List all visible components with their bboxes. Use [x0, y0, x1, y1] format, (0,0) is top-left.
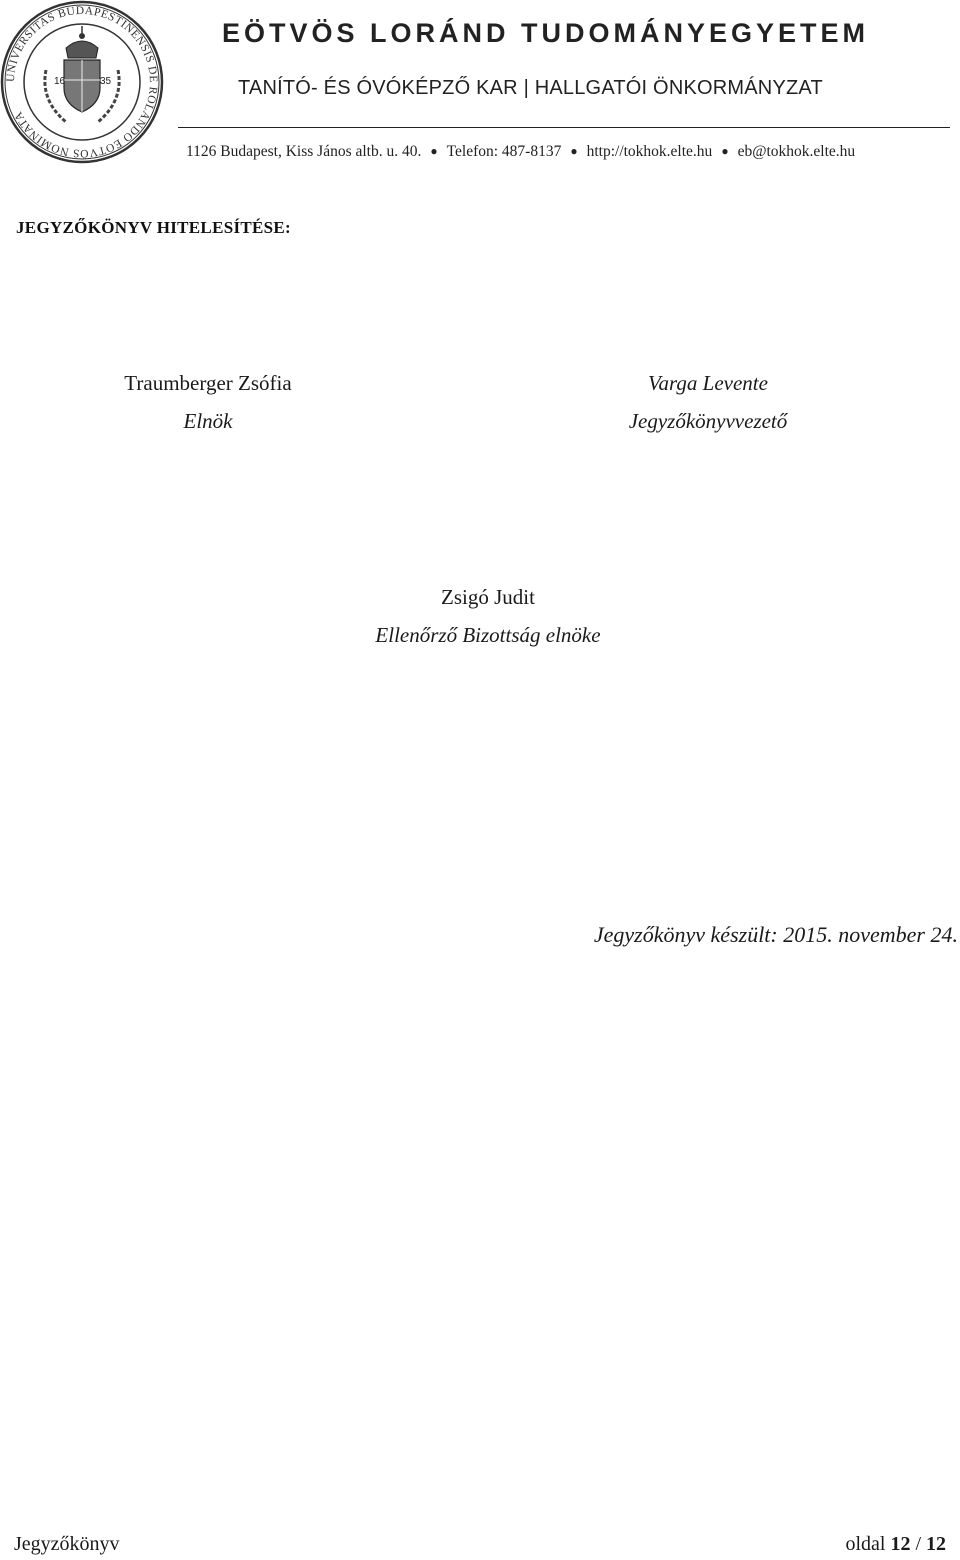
page-heading: JEGYZŐKÖNYV HITELESÍTÉSE:	[16, 218, 292, 237]
signatory-role: Ellenőrző Bizottság elnöke	[375, 623, 601, 647]
bullet-icon: ●	[570, 144, 578, 158]
footer-title: Jegyzőkönyv	[14, 1533, 120, 1555]
contact-email-link[interactable]: eb@tokhok.elte.hu	[737, 143, 856, 160]
contact-line	[186, 143, 855, 161]
page-separator: /	[915, 1533, 921, 1555]
page-current: 12	[890, 1533, 911, 1555]
signatory-role: Jegyzőkönyvvezető	[628, 409, 788, 433]
contact-web-link[interactable]: http://tokhok.elte.hu	[586, 143, 713, 160]
signatory-block	[60, 364, 356, 440]
signatory-name: Traumberger Zsófia	[124, 371, 292, 395]
header-divider	[178, 127, 950, 128]
faculty-name: TANÍTÓ- ÉS ÓVÓKÉPZŐ KAR | HALLGATÓI ÖNKORMÁNYZAT	[238, 77, 823, 99]
contact-address: 1126 Budapest, Kiss János altb. u. 40.	[186, 143, 422, 160]
university-name: EÖTVÖS LORÁND TUDOMÁNYEGYETEM	[222, 18, 870, 48]
page-prefix: oldal	[845, 1533, 886, 1555]
page-number	[845, 1533, 946, 1556]
seal-year-right: 35	[100, 76, 112, 87]
university-seal-icon	[0, 0, 164, 164]
bullet-icon: ●	[721, 144, 729, 158]
contact-phone: Telefon: 487-8137	[446, 143, 562, 160]
bullet-icon: ●	[430, 144, 438, 158]
signatory-block	[290, 578, 686, 654]
seal-year-left: 16	[54, 76, 66, 87]
signatory-role: Elnök	[183, 409, 233, 433]
page-total: 12	[926, 1533, 946, 1555]
creation-date: Jegyzőkönyv készült: 2015. november 24.	[593, 922, 958, 947]
signatory-name: Varga Levente	[648, 371, 768, 395]
signatory-name: Zsigó Judit	[441, 585, 535, 609]
seal-text: UNIVERSITAS BUDAPESTINENSIS DE ROLANDO EÖTVÖS NOMINATA	[4, 4, 160, 160]
signatory-block	[560, 364, 856, 440]
